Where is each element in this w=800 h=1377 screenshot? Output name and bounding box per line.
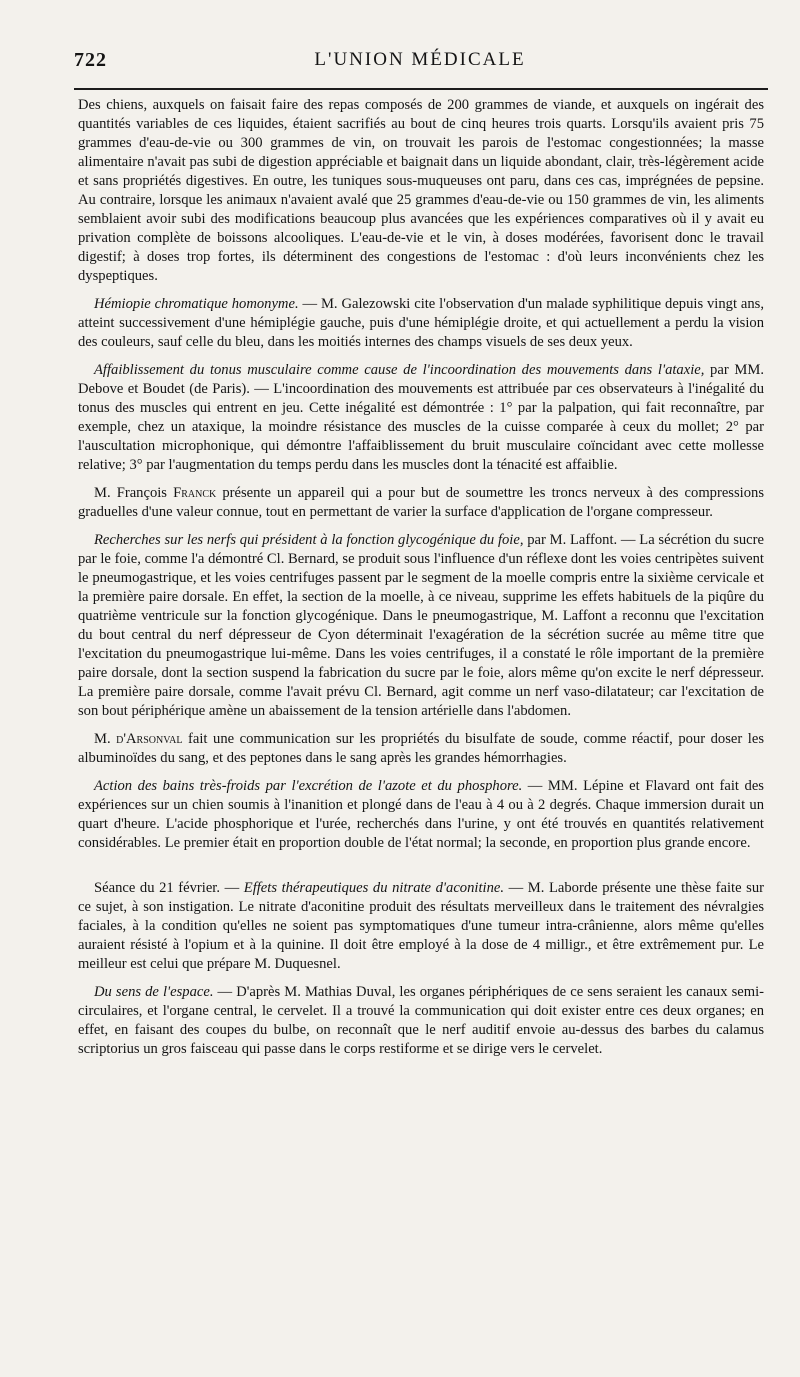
paragraph: [78, 730, 764, 768]
section-title: Affaiblissement du tonus musculaire comme cause de l'incoordination des mouvements dans l'ataxie,: [94, 362, 705, 378]
paragraph-text: — M. Galezowski cite l'observation d'un malade syphilitique depuis vingt ans, atteint successivement d'une hémiplégie gauche, puis d'une hémiplégie droite, et qui actuellement a perdu la vision des couleurs, sauf celle du bleu, dans les moitiés internes des champs visuels de ses deux yeux.: [78, 296, 764, 350]
paragraph-text: — M. Laborde présente une thèse faite sur ce sujet, à son instigation. Le nitrate d'aconitine produit des résultats merveilleux dans le traitement des névralgies faciales, à la condition qu'elles ne soient pas symptomatiques d'une tumeur intra-crânienne, alors même qu'elles auraient résisté à l'opium et à la quinine. Il doit être employé à la dose de 4 milligr., et être extrêmement pur. Le meilleur est celui que prépare M. Duquesnel.: [78, 880, 764, 972]
section-title: Recherches sur les nerfs qui président à la fonction glycogénique du foie,: [94, 532, 524, 548]
paragraph: [78, 96, 764, 286]
paragraph-text: — D'après M. Mathias Duval, les organes périphériques de ce sens seraient les canaux semi-circulaires, et l'organe central, le cervelet. Il a trouvé la communication qui doit exister entre ces deux organes; en effet, en faisant des coupes du bulbe, on reconnaît que le nerf auditif envoie au-dessus des barbes du calamus scriptorius un gros faisceau qui passe dans le corps restiforme et se dirige vers le cervelet.: [78, 984, 764, 1057]
paragraph-text: Des chiens, auxquels on faisait faire des repas composés de 200 grammes de viande, et auxquels on ingérait des quantités variables de ces liquides, étaient sacrifiés au bout de cinq heures trois quarts. Lorsqu'ils avaient pris 75 grammes d'eau-de-vie ou 300 grammes de vin, on trouvait les parois de l'estomac congestionnées; la masse alimentaire n'avait pas subi de digestion appréciable et baignait dans un liquide abondant, clair, très-légèrement acide et sans propriétés digestives. En outre, les tuniques sous-muqueuses ont paru, dans ces cas, imprégnées de pepsine. Au contraire, lorsque les animaux n'avaient avalé que 25 grammes d'eau-de-vie ou 150 grammes de vin, les aliments semblaient avoir subi des modifications beaucoup plus avancées que les expériences comparatives où il y avait eu privation complète de boissons alcooliques. L'eau-de-vie et le vin, à doses modérées, favorisent donc le travail digestif; à doses trop fortes, ils déterminent des congestions de l'estomac : d'où leurs inconvénients chez les dyspeptiques.: [78, 97, 764, 284]
author-name: d'Arsonval: [116, 731, 183, 747]
section-title: Du sens de l'espace.: [94, 984, 214, 1000]
article-body: [78, 96, 764, 1068]
paragraph-lead: M. François: [94, 485, 174, 501]
section-title: Action des bains très-froids par l'excrétion de l'azote et du phosphore.: [94, 778, 523, 794]
paragraph-lead: Séance du 21 février. —: [94, 880, 244, 896]
running-title: L'UNION MÉDICALE: [314, 49, 526, 70]
paragraph-lead: M.: [94, 731, 117, 747]
paragraph: [78, 361, 764, 475]
paragraph: [78, 983, 764, 1059]
header-rule: [74, 88, 768, 90]
paragraph: [78, 484, 764, 522]
paragraph: [78, 879, 764, 974]
paragraph-text: par MM. Debove et Boudet (de Paris). — L'incoordination des mouvements est attribuée par ces observateurs à l'inégalité du tonus des muscles qui entrent en jeu. Cette inégalité est démontrée : 1° par la palpation, qui fait reconnaître, par exemple, chez un ataxique, la moindre résistance des muscles de la cuisse comparée à ceux du mollet; 2° par l'auscultation microphonique, qui démontre l'affaiblissement du bruit musculaire coïncidant avec cette mollesse relative; 3° par l'augmentation du temps perdu dans les muscles dont la ténacité est affaiblie.: [78, 362, 764, 473]
paragraph: [78, 531, 764, 721]
author-name: Franck: [173, 485, 217, 501]
paragraph-text: fait une communication sur les propriétés du bisulfate de soude, comme réactif, pour doser les albuminoïdes du sang, et des peptones dans le sang après les grandes hémorrhagies.: [78, 731, 764, 766]
paragraph: [78, 777, 764, 853]
page-header: [74, 49, 766, 79]
section-title: Effets thérapeutiques du nitrate d'aconitine.: [243, 880, 504, 896]
page-number: 722: [74, 49, 107, 71]
paragraph-text: par M. Laffont. — La sécrétion du sucre par le foie, comme l'a démontré Cl. Bernard, se produit sous l'influence d'un réflexe dont les voies centripètes suivent le pneumogastrique, et les voies centrifuges passent par le segment de la moelle compris entre la sixième cervicale et la première paire dorsale. En effet, la section de la moelle, à ce niveau, supprime les effets habituels de la piqûre du quatrième ventricule sur la fonction glycogénique. Dans le pneumogastrique, M. Laffont a reconnu que l'excitation du bout central du nerf dépresseur de Cyon déterminait l'exagération de la sécrétion sucrée au même titre que l'excitation du pneumogastrique lui-même. Dans les voies centrifuges, il a constaté le rôle important de la première paire dorsale, dont la section suspend la fabrication du sucre par le foie, alors même qu'on excite le nerf dépresseur. La première paire dorsale, comme l'avait prévu Cl. Bernard, agit comme un nerf vaso-dilatateur; car l'excitation de son bout périphérique amène un abaissement de la tension artérielle dans l'abdomen.: [78, 532, 765, 719]
paragraph-text: — MM. Lépine et Flavard ont fait des expériences sur un chien soumis à l'inanition et plongé dans de l'eau à 4 ou à 2 degrés. Chaque immersion durait un quart d'heure. L'acide phosphorique et l'urée, recherchés dans l'urine, y ont été trouvés en quantités relativement considérables. Le premier était en proportion double de l'état normal; la seconde, en proportion plus grande encore.: [78, 778, 764, 851]
paragraph: [78, 295, 764, 352]
paragraph-text: présente un appareil qui a pour but de soumettre les troncs nerveux à des compressions graduelles d'une valeur connue, tout en permettant de varier la surface d'application de l'organe compresseur.: [78, 485, 764, 520]
section-title: Hémiopie chromatique homonyme.: [94, 296, 299, 312]
